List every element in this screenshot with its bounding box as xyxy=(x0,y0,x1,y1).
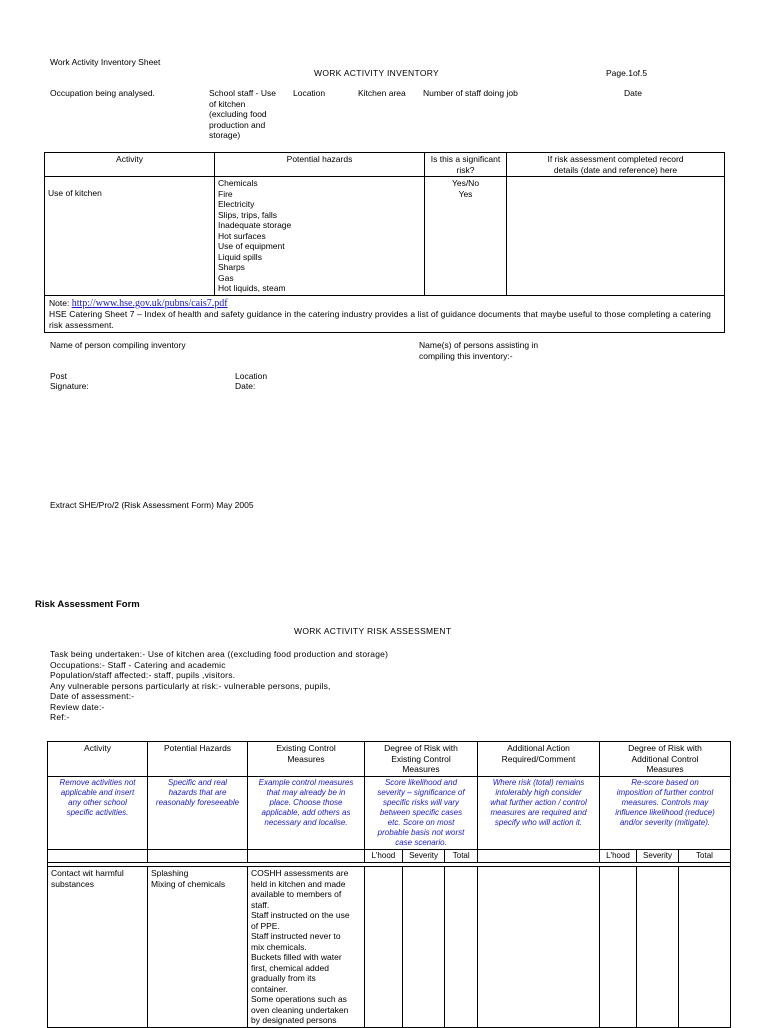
control-line: held in kitchen and made xyxy=(251,878,346,889)
row-record xyxy=(507,177,725,296)
inventory-table xyxy=(44,152,725,333)
sheet-title: Work Activity Inventory Sheet xyxy=(50,57,161,67)
guide-line: specific activities. xyxy=(66,807,129,817)
sub2-likelihood: L'hood xyxy=(600,849,637,863)
control-line: gradually from its xyxy=(251,973,316,983)
guide-line: Re-score based on xyxy=(631,777,699,787)
guide-line: severity – significance of xyxy=(377,787,465,797)
hazard-item: Hot surfaces xyxy=(218,230,266,241)
hazard-item: Fire xyxy=(218,188,233,199)
guide-degree2 xyxy=(600,776,731,849)
hazard-item: Sharps xyxy=(218,262,245,272)
guide-line: case scenario. xyxy=(395,837,447,847)
sub-severity: Severity xyxy=(402,849,445,863)
row-activity: Use of kitchen xyxy=(45,177,215,296)
rh-controls-line: Measures xyxy=(287,753,325,764)
guide-controls xyxy=(248,776,365,849)
guide-line: that may already be in xyxy=(266,787,346,797)
hazard-item: Liquid spills xyxy=(218,251,262,262)
rh-degree2 xyxy=(600,742,731,777)
guide-line: applicable and insert xyxy=(60,787,135,797)
info-occupations: Occupations:- Staff - Catering and academic xyxy=(50,659,226,670)
rh-controls-line: Existing Control xyxy=(276,743,336,753)
risk-row-severity2 xyxy=(637,867,679,1028)
row-hazards xyxy=(215,177,425,296)
rh-degree-line: Degree of Risk with xyxy=(384,743,458,753)
guide-line: and/or severity (mitigate). xyxy=(619,817,711,827)
risk-row-hazards xyxy=(148,867,248,1028)
risk-info xyxy=(50,649,388,723)
guide-line: place. Choose those xyxy=(269,797,343,807)
header-activity: Activity xyxy=(45,153,215,177)
control-line: of PPE. xyxy=(251,920,280,931)
rh-degree-line: Measures xyxy=(402,764,440,774)
hazard-item: Gas xyxy=(218,272,234,283)
control-line: oven cleaning undertaken xyxy=(251,1004,349,1015)
guide-line: between specific cases xyxy=(379,807,463,817)
rh-action xyxy=(478,742,600,777)
guide-activity xyxy=(48,776,148,849)
control-line: staff. xyxy=(251,899,270,910)
guide-line: reasonably foreseeable xyxy=(155,797,240,807)
date2-label: Date: xyxy=(235,381,256,391)
occupation-value xyxy=(209,88,289,141)
rh-action-line: Additional Action xyxy=(507,743,570,753)
control-line: available to members of xyxy=(251,889,342,899)
control-line: COSHH assessments are xyxy=(251,868,349,878)
guide-line: probable basis not worst xyxy=(377,827,465,837)
risk-header-row xyxy=(48,742,731,777)
sub-empty xyxy=(478,849,600,863)
control-line: container. xyxy=(251,983,288,994)
occupation-label: Occupation being analysed. xyxy=(50,88,155,98)
rh-degree2-line: Additional Control xyxy=(631,753,699,764)
guide-line: influence likelihood (reduce) xyxy=(615,807,715,817)
significant-line: Yes/No xyxy=(451,178,480,188)
note-cell xyxy=(45,295,725,333)
info-review: Review date:- xyxy=(50,701,105,712)
assisting-line: compiling this inventory:- xyxy=(419,350,513,361)
guide-line: Remove activities not xyxy=(59,777,136,787)
control-line: Buckets filled with water xyxy=(251,952,342,962)
guide-line: specify who will action it. xyxy=(494,817,583,827)
row-significant xyxy=(425,177,507,296)
guide-line: measures. Controls may xyxy=(621,797,709,807)
guide-line: Score likelihood and xyxy=(384,777,458,787)
sub2-total: Total xyxy=(679,849,731,863)
location2-label: Location xyxy=(235,371,268,381)
assisting-line: Name(s) of persons assisting in xyxy=(419,340,539,350)
rh-degree2-line: Measures xyxy=(646,764,684,774)
guide-action xyxy=(478,776,600,849)
risk-row-total2 xyxy=(679,867,731,1028)
header-hazards: Potential hazards xyxy=(215,153,425,177)
extract-text: Extract SHE/Pro/2 (Risk Assessment Form) May 2005 xyxy=(50,500,254,510)
assisting-label xyxy=(419,340,538,361)
guide-degree xyxy=(365,776,478,849)
header-significant-line: Is this a significant xyxy=(430,154,501,164)
hazard-item: Hot liquids, steam xyxy=(218,283,286,293)
hazard-item: Slips, trips, falls xyxy=(218,209,278,220)
subheader-row xyxy=(48,849,731,863)
occupation-line: of kitchen xyxy=(209,98,246,109)
guide-line: hazards that are xyxy=(168,787,227,797)
risk-form-heading: Risk Assessment Form xyxy=(35,599,140,610)
note-label: Note: xyxy=(49,297,70,308)
rh-activity: Activity xyxy=(48,742,148,777)
hazard-item: Chemicals xyxy=(218,178,258,188)
sub-empty xyxy=(148,849,248,863)
header-record xyxy=(507,153,725,177)
guide-line: specific risks will vary xyxy=(382,797,459,807)
sub-total: Total xyxy=(445,849,478,863)
guide-line: applicable, add others as xyxy=(261,807,351,817)
guide-line: imposition of further control xyxy=(616,787,714,797)
risk-row-controls xyxy=(248,867,365,1028)
sub-likelihood: L'hood xyxy=(365,849,403,863)
inventory-header-row xyxy=(45,153,725,177)
note-text: HSE Catering Sheet 7 – Index of health and safety guidance in the catering industry provides a list of guidance documents that maybe useful to those completing a catering risk assessment. xyxy=(49,309,711,330)
info-date: Date of assessment:- xyxy=(50,691,135,701)
guide-line: what further action / control xyxy=(490,797,587,807)
risk-form-title: WORK ACTIVITY RISK ASSESSMENT xyxy=(294,626,452,636)
risk-row xyxy=(48,867,731,1028)
sub-empty xyxy=(248,849,365,863)
rh-degree-line: Existing Control xyxy=(391,753,451,764)
risk-row-activity xyxy=(48,867,148,1028)
risk-row-likelihood xyxy=(365,867,403,1028)
sub-empty xyxy=(48,849,148,863)
activity-line: substances xyxy=(51,878,94,889)
header-significant xyxy=(425,153,507,177)
risk-row-likelihood2 xyxy=(600,867,637,1028)
significant-line: Yes xyxy=(458,188,473,199)
activity-line: Contact wit harmful xyxy=(51,868,124,878)
hazard-line: Splashing xyxy=(151,868,189,878)
location-value: Kitchen area xyxy=(358,88,406,98)
occupation-line: storage) xyxy=(209,130,241,140)
note-row xyxy=(45,295,725,333)
date-label: Date xyxy=(624,88,642,98)
risk-row-total xyxy=(445,867,478,1028)
guide-line: Where risk (total) remains xyxy=(492,777,585,787)
hazard-item: Electricity xyxy=(218,199,255,209)
hazard-line: Mixing of chemicals xyxy=(151,878,226,889)
control-line: Staff instructed never to xyxy=(251,931,341,941)
sub2-severity: Severity xyxy=(637,849,679,863)
guide-line: Specific and real xyxy=(167,777,228,787)
inventory-row xyxy=(45,177,725,296)
info-ref: Ref:- xyxy=(50,712,70,722)
number-staff-label: Number of staff doing job xyxy=(423,88,518,98)
control-line: Staff instructed on the use xyxy=(251,910,350,920)
inventory-title: WORK ACTIVITY INVENTORY xyxy=(314,68,439,78)
header-record-line: details (date and reference) here xyxy=(553,164,678,175)
risk-row-severity xyxy=(402,867,445,1028)
hazard-item: Inadequate storage xyxy=(218,220,292,230)
hazard-item: Use of equipment xyxy=(218,241,285,251)
guide-line: any other school xyxy=(68,797,127,807)
guide-line: Example control measures xyxy=(258,777,354,787)
info-vulnerable: Any vulnerable persons particularly at risk:- vulnerable persons, pupils, xyxy=(50,680,331,691)
occupation-line: (excluding food xyxy=(209,109,267,119)
control-line: mix chemicals. xyxy=(251,941,307,952)
signature-label: Signature: xyxy=(50,381,89,391)
guidance-row xyxy=(48,776,731,849)
control-line: first, chemical added xyxy=(251,962,329,973)
guide-line: measures are required and xyxy=(490,807,587,817)
hse-link[interactable]: http://www.hse.gov.uk/pubns/cais7.pdf xyxy=(71,297,228,309)
guide-hazards xyxy=(148,776,248,849)
control-line: Some operations such as xyxy=(251,994,347,1004)
occupation-line: production and xyxy=(209,119,266,130)
guide-line: intolerably high consider xyxy=(495,787,582,797)
rh-action-line: Required/Comment xyxy=(501,753,576,764)
page-number: Page.1of.5 xyxy=(606,68,648,78)
risk-row-action xyxy=(478,867,600,1028)
info-population: Population/staff affected:- staff, pupils ,visitors. xyxy=(50,670,236,680)
control-line: by designated persons xyxy=(251,1015,337,1025)
location-label: Location xyxy=(293,88,326,98)
rh-degree xyxy=(365,742,478,777)
header-record-line: If risk assessment completed record xyxy=(547,154,684,164)
risk-table xyxy=(47,741,731,1028)
rh-controls xyxy=(248,742,365,777)
guide-line: etc. Score on most xyxy=(387,817,455,827)
guide-line: necessary and localise. xyxy=(264,817,348,827)
post-label: Post xyxy=(50,371,68,381)
info-task: Task being undertaken:- Use of kitchen area ((excluding food production and storage) xyxy=(50,649,389,659)
rh-degree2-line: Degree of Risk with xyxy=(628,743,702,753)
header-significant-line: risk? xyxy=(456,164,475,175)
occupation-line: School staff - Use xyxy=(209,88,276,98)
compiler-label: Name of person compiling inventory xyxy=(50,340,186,350)
rh-hazards: Potential Hazards xyxy=(148,742,248,777)
